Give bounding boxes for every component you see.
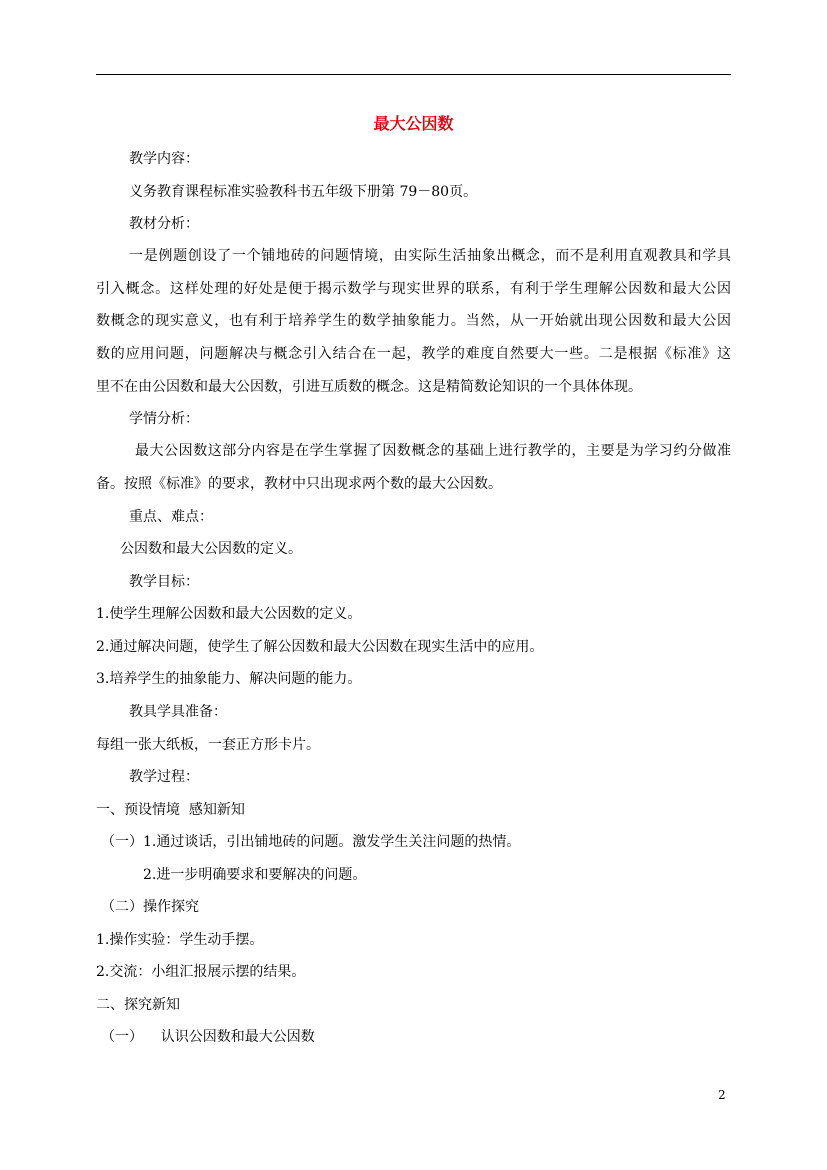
text-line: 一、预设情境 感知新知: [96, 802, 245, 818]
text-line: 重点、难点：: [129, 509, 213, 525]
text-line: 最大公因数这部分内容是在学生掌握了因数概念的基础上进行教学的，主要是为学习约分做准: [135, 443, 731, 459]
text-line: 引入概念。这样处理的好处是便于揭示数学与现实世界的联系，有利于学生理解公因数和最大公因: [96, 281, 731, 297]
text-line: 学情分析：: [129, 411, 199, 427]
document-title: 最大公因数: [373, 114, 454, 133]
text-line: 教学内容：: [129, 151, 199, 167]
text-line: 2.通过解决问题，使学生了解公因数和最大公因数在现实生活中的应用。: [96, 639, 544, 655]
text-line: 数的应用问题，问题解决与概念引入结合在一起，教学的难度自然要大一些。二是根据《标准》这: [96, 346, 731, 362]
text-line: 教学目标：: [129, 574, 199, 590]
text-line: 2.交流：小组汇报展示摆的结果。: [96, 964, 306, 980]
text-line: （一） 认识公因数和最大公因数: [101, 1029, 315, 1045]
text-line: 2.进一步明确要求和要解决的问题。: [143, 867, 367, 883]
text-line: 备。按照《标准》的要求，教材中只出现求两个数的最大公因数。: [96, 476, 502, 492]
text-line: 一是例题创设了一个铺地砖的问题情境，由实际生活抽象出概念，而不是利用直观教具和学具: [129, 248, 731, 264]
text-line: 1.使学生理解公因数和最大公因数的定义。: [96, 606, 362, 622]
text-line: 数概念的现实意义，也有利于培养学生的数学抽象能力。当然，从一开始就出现公因数和最大公因: [96, 313, 731, 329]
text-line: （一）1.通过谈话，引出铺地砖的问题。激发学生关注问题的热情。: [101, 834, 521, 850]
text-line: 3.培养学生的抽象能力、解决问题的能力。: [96, 671, 362, 687]
text-line: 义务教育课程标准实验教科书五年级下册第 79－80页。: [129, 184, 478, 200]
text-line: 教具学具准备：: [129, 704, 227, 720]
text-line: 每组一张大纸板，一套正方形卡片。: [96, 737, 320, 753]
text-line: 里不在由公因数和最大公因数，引进互质数的概念。这是精简数论知识的一个具体体现。: [96, 379, 642, 395]
text-line: （二）操作探究: [101, 899, 199, 915]
page-number: 2: [718, 1088, 726, 1102]
text-line: 二、探究新知: [96, 997, 180, 1013]
text-line: 教学过程：: [129, 769, 199, 785]
header-rule: [96, 74, 731, 75]
text-line: 公因数和最大公因数的定义。: [120, 541, 302, 557]
text-line: 1.操作实验：学生动手摆。: [96, 932, 264, 948]
text-line: 教材分析：: [129, 216, 199, 232]
